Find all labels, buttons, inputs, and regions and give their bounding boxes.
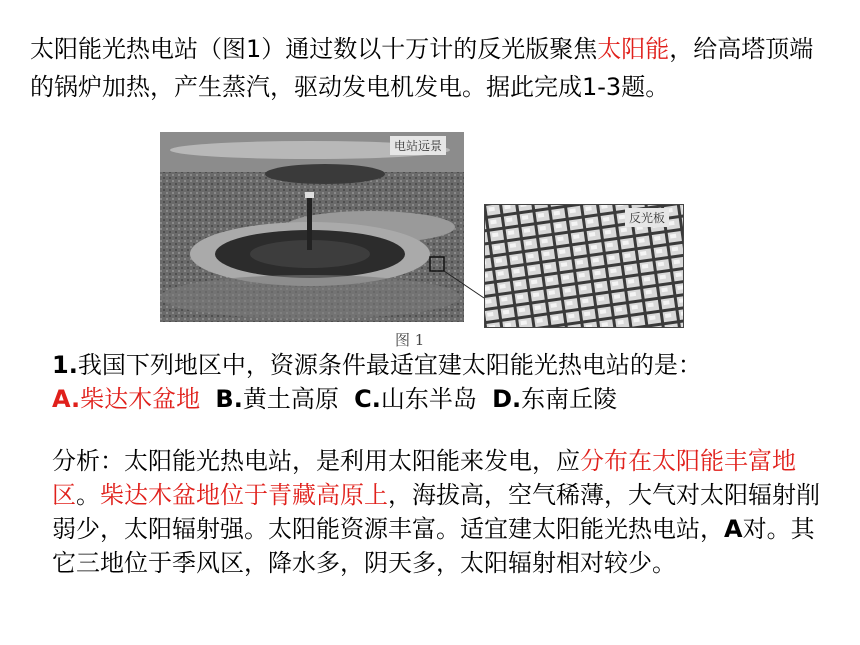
option-c — [354, 385, 477, 413]
power-station-illustration — [160, 132, 464, 322]
question-stem — [52, 348, 832, 382]
analysis-text-2: 。 — [76, 481, 100, 509]
analysis-answer: A — [724, 515, 743, 543]
zoom-connector-lines — [443, 259, 485, 299]
analysis-text-1: 分析：太阳能光热电站，是利用太阳能来发电，应 — [52, 447, 580, 475]
intro-paragraph — [30, 30, 830, 106]
option-b — [215, 385, 338, 413]
option-a-text: 柴达木盆地 — [80, 385, 201, 413]
option-d — [492, 385, 617, 413]
option-c-letter: C. — [354, 385, 381, 413]
inset-photo-label: 反光板 — [625, 208, 669, 227]
intro-text-a: 太阳能光热电站（图1）通过数以十万计的反光版聚焦 — [30, 35, 598, 63]
question-text: 我国下列地区中，资源条件最适宜建太阳能光热电站的是： — [77, 351, 702, 379]
question-options — [52, 382, 832, 416]
analysis-highlight-2: 柴达木盆地位于青藏高原上 — [100, 481, 388, 509]
intro-text-b: ，给高塔顶端的锅炉加热，产生蒸汽，驱动发电机发电。据此完成1-3题。 — [30, 35, 814, 101]
option-b-letter: B. — [215, 385, 243, 413]
mirror-inset-photo — [484, 204, 684, 328]
analysis-paragraph — [52, 444, 822, 580]
option-b-text: 黄土高原 — [242, 385, 339, 413]
main-photo-label: 电站远景 — [390, 136, 446, 155]
option-a — [52, 385, 200, 413]
option-d-text: 东南丘陵 — [521, 385, 618, 413]
option-d-letter: D. — [492, 385, 522, 413]
figure-1 — [160, 132, 690, 354]
option-c-text: 山东半岛 — [380, 385, 477, 413]
analysis-text-4: 对。其它三地位于季风区，降水多，阴天多，太阳辐射相对较少。 — [52, 515, 815, 577]
intro-highlight: 太阳能 — [597, 35, 670, 63]
power-station-photo — [160, 132, 464, 322]
question-1 — [52, 348, 832, 416]
figure-caption: 图 1 — [395, 331, 425, 349]
question-number: 1. — [52, 351, 78, 379]
analysis-highlight-1: 分布在太阳能丰富地区 — [52, 447, 796, 509]
option-a-letter: A. — [52, 385, 81, 413]
analysis-text-3: ，海拔高，空气稀薄，大气对太阳辐射削弱少，太阳辐射强。太阳能资源丰富。适宜建太阳能光热电站， — [52, 481, 820, 543]
